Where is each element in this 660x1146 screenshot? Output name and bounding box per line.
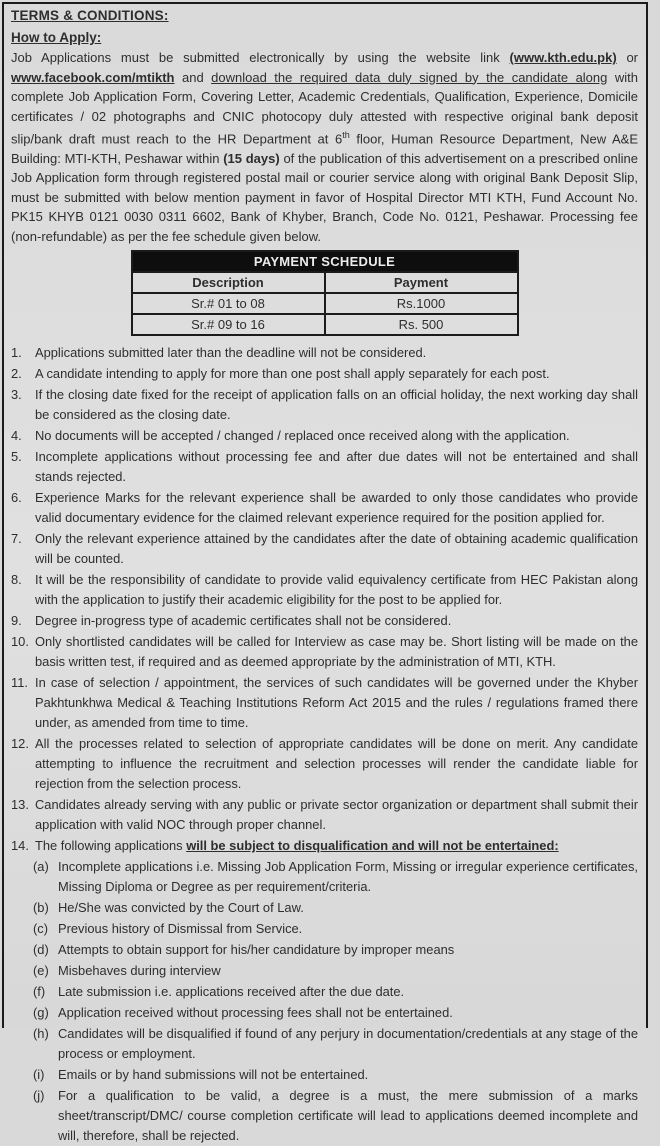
term-item-11 <box>11 673 638 733</box>
term-text <box>35 836 638 856</box>
intro-text: of the publication of this advertisement on a prescribed online Job Application form through registered postal mail or courier service along with original Bank Deposit Slip, must be submitted with below mention payment in favor of Hospital Director MTI KTH, Fund Account No. PK15 KHYB 0121 0030 0311 6602, Bank of Khyber, Branch, Code No. 0121, Peshawar. Processing fee (non-refundable) as per the fee schedule given below. <box>11 150 638 244</box>
subterm-text: Application received without processing fees shall not be entertained. <box>58 1005 453 1021</box>
subterm-text: Incomplete applications i.e. Missing Job Application Form, Missing or irregular experience certificates, Missing Diploma or Degree as per requirement/criteria. <box>58 859 638 895</box>
term-item-6 <box>11 488 638 528</box>
underlined-instruction: download the required data duly signed by the candidate along <box>211 69 608 85</box>
intro-text: with complete Job Application Form, Covering Letter, Academic Credentials, Qualification, Experience, Domicile certificates / 02 photographs and CNIC photocopy duly attested with respective original bank deposit slip/bank draft must reach to the HR Department at 6 <box>11 69 638 147</box>
term-number: 2. <box>11 366 22 382</box>
term-item-2 <box>11 364 638 384</box>
term-number: 13. <box>11 797 29 813</box>
disqualification-emphasis: will be subject to disqualification and will not be entertained: <box>186 838 559 854</box>
subterm-label: (a) <box>33 859 49 875</box>
subterm-label: (e) <box>33 963 49 979</box>
column-header-payment: Payment <box>325 272 518 293</box>
subterm-label: (b) <box>33 900 49 916</box>
subterm-label: (h) <box>33 1026 49 1042</box>
term-text: It will be the responsibility of candidate to provide valid equivalency certificate from HEC Pakistan along with the application to justify their academic eligibility for the post to be applied for. <box>35 572 638 608</box>
term-text: Only the relevant experience attained by the candidates after the date of obtaining academic qualification will be counted. <box>35 531 638 567</box>
subterm-item-i <box>33 1065 638 1085</box>
term-item-5 <box>11 447 638 487</box>
how-to-apply-heading: How to Apply: <box>11 30 102 45</box>
table-row <box>132 293 518 314</box>
term-number: 8. <box>11 572 22 588</box>
term-number: 10. <box>11 634 29 650</box>
term-number: 5. <box>11 449 22 465</box>
table-header-row <box>132 272 518 293</box>
term-number: 7. <box>11 531 22 547</box>
term-item-10 <box>11 632 638 672</box>
term-item-3 <box>11 385 638 425</box>
term-text: Applications submitted later than the deadline will not be considered. <box>35 345 427 361</box>
description-cell: Sr.# 09 to 16 <box>132 314 325 335</box>
term-number: 1. <box>11 345 22 361</box>
term-text: In case of selection / appointment, the services of such candidates will be governed under the Khyber Pakhtunkhwa Medical & Teaching Institutions Reform Act 2015 and the rules / regulations framed there under, as amended from time to time. <box>35 675 638 731</box>
deadline-days: (15 days) <box>223 150 280 166</box>
terms-list <box>11 343 638 1146</box>
subterm-label: (f) <box>33 984 46 1000</box>
term-item-9 <box>11 611 638 631</box>
term-number: 14. <box>11 838 29 854</box>
subterm-label: (d) <box>33 942 49 958</box>
intro-text: or <box>616 50 639 65</box>
payment-cell: Rs.1000 <box>325 293 518 314</box>
term-text: Only shortlisted candidates will be called for Interview as case may be. Short listing will be made on the basis written test, if required and as deemed appropriate by the administration of MTI, KTH. <box>35 634 638 670</box>
subterm-text: He/She was convicted by the Court of Law. <box>58 900 304 916</box>
subterm-item-a <box>33 857 638 897</box>
term-text: Degree in-progress type of academic certificates shall not be considered. <box>35 613 452 629</box>
payment-schedule-table <box>131 250 519 336</box>
subterm-text: Candidates will be disqualified if found of any perjury in documentation/credentials at any stage of the process or employment. <box>58 1026 638 1062</box>
term-number: 9. <box>11 613 22 629</box>
term-text: If the closing date fixed for the receipt of application falls on an official holiday, the next working day shall be considered as the closing date. <box>35 387 638 423</box>
term-text-lead: The following applications <box>35 838 187 854</box>
term-number: 4. <box>11 428 22 444</box>
subterm-item-d <box>33 940 638 960</box>
intro-text: floor, Human Resource Department, New A&E Building: MTI-KTH, Peshawar within <box>11 131 639 166</box>
term-number: 6. <box>11 490 22 506</box>
subterm-item-f <box>33 982 638 1002</box>
term-text: A candidate intending to apply for more than one post shall apply separately for each post. <box>35 366 550 382</box>
term-item-14 <box>11 836 638 856</box>
subterm-item-g <box>33 1003 638 1023</box>
term-text: Incomplete applications without processing fee and after due dates will not be entertained and shall stands rejected. <box>35 449 638 485</box>
subterm-text: For a qualification to be valid, a degree is a must, the mere submission of a marks sheet/transcript/DMC/ course completion certificate will lead to applications deemed incomplete and will, therefore, shall be rejected. <box>58 1088 638 1144</box>
subterm-text: Attempts to obtain support for his/her candidature by improper means <box>58 942 455 958</box>
term-item-7 <box>11 529 638 569</box>
subterm-label: (i) <box>33 1067 45 1083</box>
description-cell: Sr.# 01 to 08 <box>132 293 325 314</box>
term-text: All the processes related to selection of appropriate candidates will be done on merit. Any candidate attempting to influence the recruitment and selection processes will render the candidate liable for rejection from the selection process. <box>35 736 638 792</box>
subterm-text: Previous history of Dismissal from Service. <box>58 921 303 937</box>
document-page <box>2 2 648 1144</box>
term-text: No documents will be accepted / changed / replaced once received along with the application. <box>35 428 570 444</box>
term-item-4 <box>11 426 638 446</box>
ordinal-superscript: th <box>342 130 350 140</box>
subterm-item-b <box>33 898 638 918</box>
intro-text: Job Applications must be submitted electronically by using the website link <box>11 50 510 65</box>
subterm-item-c <box>33 919 638 939</box>
term-item-12 <box>11 734 638 794</box>
intro-text: and <box>174 69 212 85</box>
intro-paragraph <box>11 48 638 246</box>
table-title-row <box>132 251 518 272</box>
table-row <box>132 314 518 335</box>
subterm-label: (g) <box>33 1005 49 1021</box>
payment-schedule-title: PAYMENT SCHEDULE <box>132 251 518 272</box>
subterm-text: Misbehaves during interview <box>58 963 221 979</box>
subterm-label: (j) <box>33 1088 45 1104</box>
term-number: 12. <box>11 736 29 752</box>
subterm-text: Emails or by hand submissions will not be entertained. <box>58 1067 369 1083</box>
column-header-description: Description <box>132 272 325 293</box>
term-text: Experience Marks for the relevant experience shall be awarded to only those candidates who provide valid documentary evidence for the claimed relevant experience required for the position applied for. <box>35 490 638 526</box>
subterm-label: (c) <box>33 921 49 937</box>
payment-cell: Rs. 500 <box>325 314 518 335</box>
kth-website-url: (www.kth.edu.pk) <box>509 50 617 65</box>
facebook-url: www.facebook.com/mtikth <box>11 69 175 85</box>
term-number: 11. <box>11 675 28 691</box>
term-item-13 <box>11 795 638 835</box>
subterm-text: Late submission i.e. applications received after the due date. <box>58 984 405 1000</box>
term-number: 3. <box>11 387 22 403</box>
subterm-item-h <box>33 1024 638 1064</box>
term-item-8 <box>11 570 638 610</box>
term-item-1 <box>11 343 638 363</box>
page-title: TERMS & CONDITIONS: <box>11 8 169 23</box>
subterm-item-j <box>33 1086 638 1146</box>
term-text: Candidates already serving with any public or private sector organization or department shall submit their application with valid NOC through proper channel. <box>35 797 638 833</box>
subterm-item-e <box>33 961 638 981</box>
